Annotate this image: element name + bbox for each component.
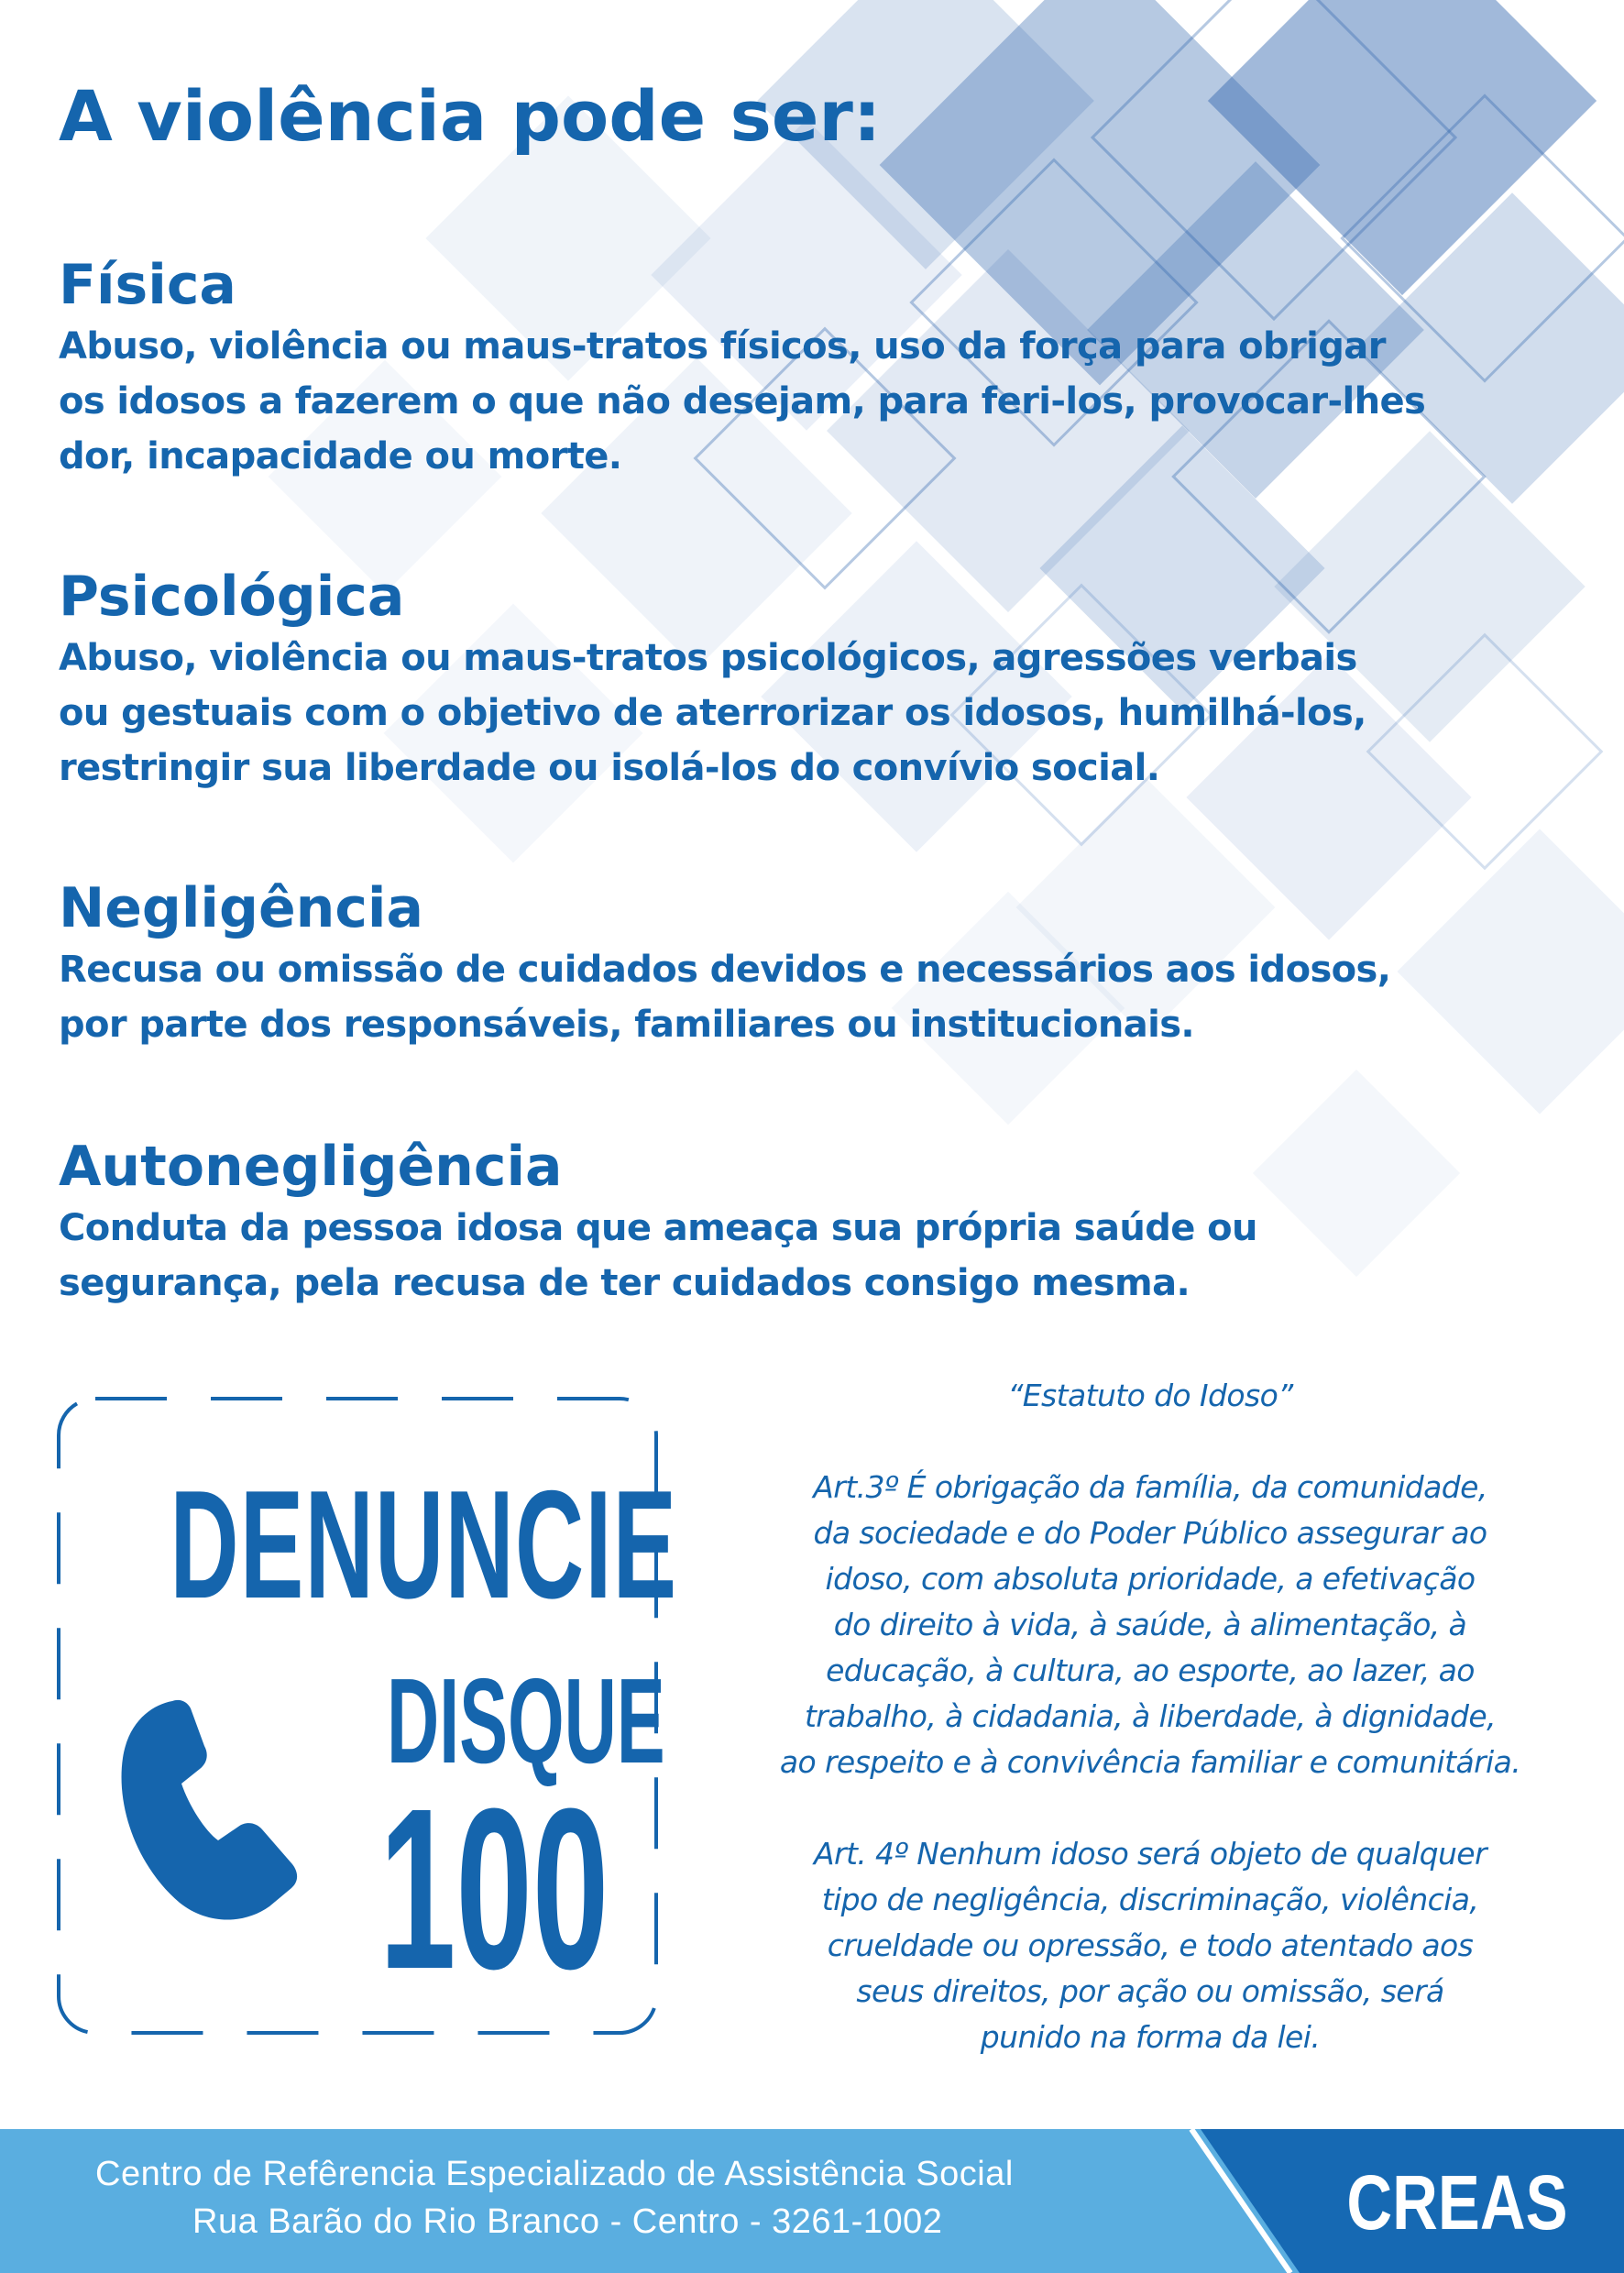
- footer-institution: Centro de Refêrencia Especializado de Assistência Social: [95, 2155, 1014, 2193]
- statute-text: [724, 1373, 1576, 2106]
- section-text-line: Abuso, violência ou maus-tratos psicológicos, agressões verbais: [59, 637, 1357, 679]
- section-text-line: Conduta da pessoa idosa que ameaça sua própria saúde ou: [59, 1207, 1257, 1249]
- section-text-line: restringir sua liberdade ou isolá-los do convívio social.: [59, 747, 1160, 789]
- section-heading: Física: [59, 253, 236, 317]
- denuncie-label: DENUNCIE: [170, 1458, 678, 1631]
- statute-article-3: Art.3º É obrigação da família, da comunidade, da sociedade e do Poder Público assegurar ao idoso, com absoluta prioridade, a efetivação do direito à vida, à saúde, à alimentação, à educação, à cultura, ao esporte, ao lazer, ao trabalho, à cidadania, à liberdade, à dignidade, ao respeito e à convivência familiar e comunitária.: [779, 1469, 1521, 1780]
- section-text-line: dor, incapacidade ou morte.: [59, 435, 622, 478]
- section-text-line: segurança, pela recusa de ter cuidados consigo mesma.: [59, 1262, 1191, 1304]
- page-title: A violência pode ser:: [59, 75, 882, 157]
- disque-label: DISQUE: [387, 1653, 665, 1788]
- footer-bar: [0, 2129, 1624, 2273]
- footer-address: Rua Barão do Rio Branco - Centro - 3261-1002: [192, 2202, 943, 2241]
- statute-title: “Estatuto do Idoso”: [1007, 1378, 1293, 1413]
- section-fisica: [59, 251, 1598, 484]
- section-text-line: Recusa ou omissão de cuidados devidos e necessários aos idosos,: [59, 949, 1391, 991]
- hotline-number: 100: [379, 1761, 609, 2016]
- section-text-line: por parte dos responsáveis, familiares ou institucionais.: [59, 1004, 1195, 1046]
- section-psicologica: [59, 563, 1598, 796]
- creas-logo-text: CREAS: [1346, 2159, 1568, 2246]
- section-text-line: Abuso, violência ou maus-tratos físicos, uso da força para obrigar: [59, 325, 1386, 368]
- hotline-box: [55, 1391, 678, 2038]
- phone-icon: [115, 1694, 299, 1923]
- section-text-line: os idosos a fazerem o que não desejam, para feri-los, provocar-lhes: [59, 380, 1426, 423]
- section-text-line: ou gestuais com o objetivo de aterrorizar os idosos, humilhá-los,: [59, 692, 1366, 734]
- section-autonegligencia: [59, 1133, 1598, 1311]
- section-heading: Autonegligência: [59, 1135, 563, 1199]
- statute-article-4: Art. 4º Nenhum idoso será objeto de qualquer tipo de negligência, discriminação, violência, crueldade ou opressão, e todo atentado aos seus direitos, por ação ou omissão, será punido na forma da lei.: [814, 1836, 1487, 2055]
- section-heading: Negligência: [59, 876, 423, 940]
- section-negligencia: [59, 874, 1598, 1052]
- section-heading: Psicológica: [59, 565, 405, 629]
